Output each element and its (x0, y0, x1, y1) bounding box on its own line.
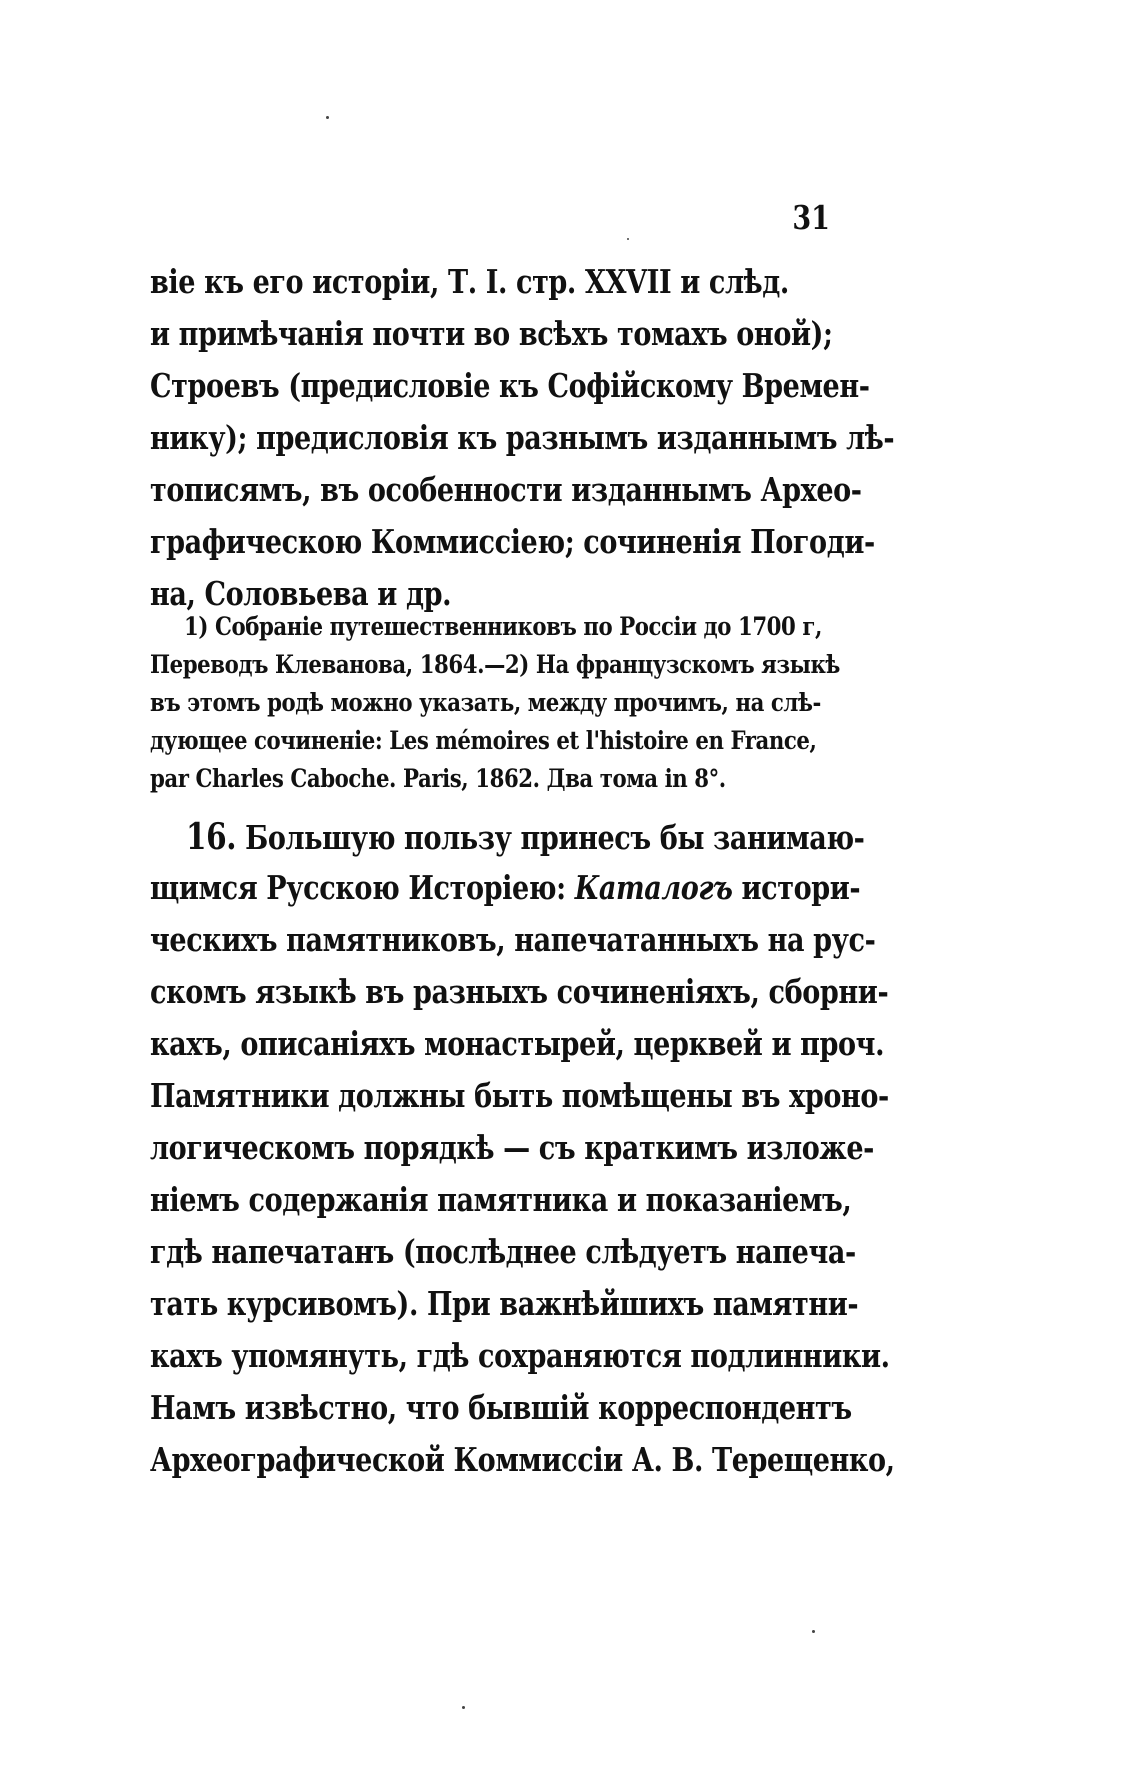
footnote-line: 1) Собраніе путешественниковъ по Россіи до 1700 г, (184, 612, 822, 641)
section-first-line (186, 816, 864, 858)
footnote-line: par Charles Caboche. Paris, 1862. Два тома in 8°. (150, 764, 726, 793)
italic-term: Каталогъ (574, 868, 733, 907)
footnote-line: Переводъ Клеванова, 1864.—2) На французскомъ языкѣ (150, 650, 840, 679)
text-line: на, Соловьева и др. (150, 574, 452, 613)
text-line: ніемъ содержанія памятника и показаніемъ, (150, 1180, 852, 1219)
text-line: нику); предисловія къ разнымъ изданнымъ лѣ- (150, 418, 895, 457)
footnote-line: въ этомъ родѣ можно указать, между прочимъ, на слѣ- (150, 688, 821, 717)
text-line: ческихъ памятниковъ, напечатанныхъ на рус- (150, 920, 876, 959)
text-line: віе къ его исторіи, Т. I. стр. XXVII и слѣд. (150, 262, 789, 301)
text-line: Строевъ (предисловіе къ Софійскому Времен- (150, 366, 870, 405)
text-line: и примѣчанія почти во всѣхъ томахъ оной); (150, 314, 833, 353)
section-number: 16. (186, 816, 237, 858)
scan-speck (326, 116, 329, 119)
text-line: Намъ извѣстно, что бывшій корреспондентъ (150, 1388, 852, 1427)
text-line: Памятники должны быть помѣщены въ хроно- (150, 1076, 889, 1115)
text-line: Большую пользу принесъ бы занимаю- (236, 818, 865, 857)
page-number: 31 (792, 198, 830, 237)
text-line: кахъ, описаніяхъ монастырей, церквей и проч. (150, 1024, 885, 1063)
scan-speck (462, 1706, 465, 1709)
text-segment: истори- (732, 868, 861, 907)
text-line: гдѣ напечатанъ (послѣднее слѣдуетъ напеча- (150, 1232, 856, 1271)
text-line: кахъ упомянуть, гдѣ сохраняются подлинники. (150, 1336, 890, 1375)
text-line: Археографической Коммиссіи А. В. Терещенко, (150, 1440, 895, 1479)
footnote-line: дующее сочиненіе: Les mémoires et l'histoire en France, (150, 726, 817, 755)
section-second-line (150, 868, 860, 907)
text-line: тать курсивомъ). При важнѣйшихъ памятни- (150, 1284, 859, 1323)
text-line: скомъ языкѣ въ разныхъ сочиненіяхъ, сборни- (150, 972, 889, 1011)
text-line: графическою Коммиссіею; сочиненія Погоди- (150, 522, 875, 561)
scan-speck (812, 1630, 815, 1633)
text-segment: щимся Русскою Исторіею: (150, 868, 575, 907)
scan-speck (627, 238, 629, 240)
text-line: логическомъ порядкѣ — съ краткимъ изложе- (150, 1128, 874, 1167)
text-line: тописямъ, въ особенности изданнымъ Археo- (150, 470, 862, 509)
